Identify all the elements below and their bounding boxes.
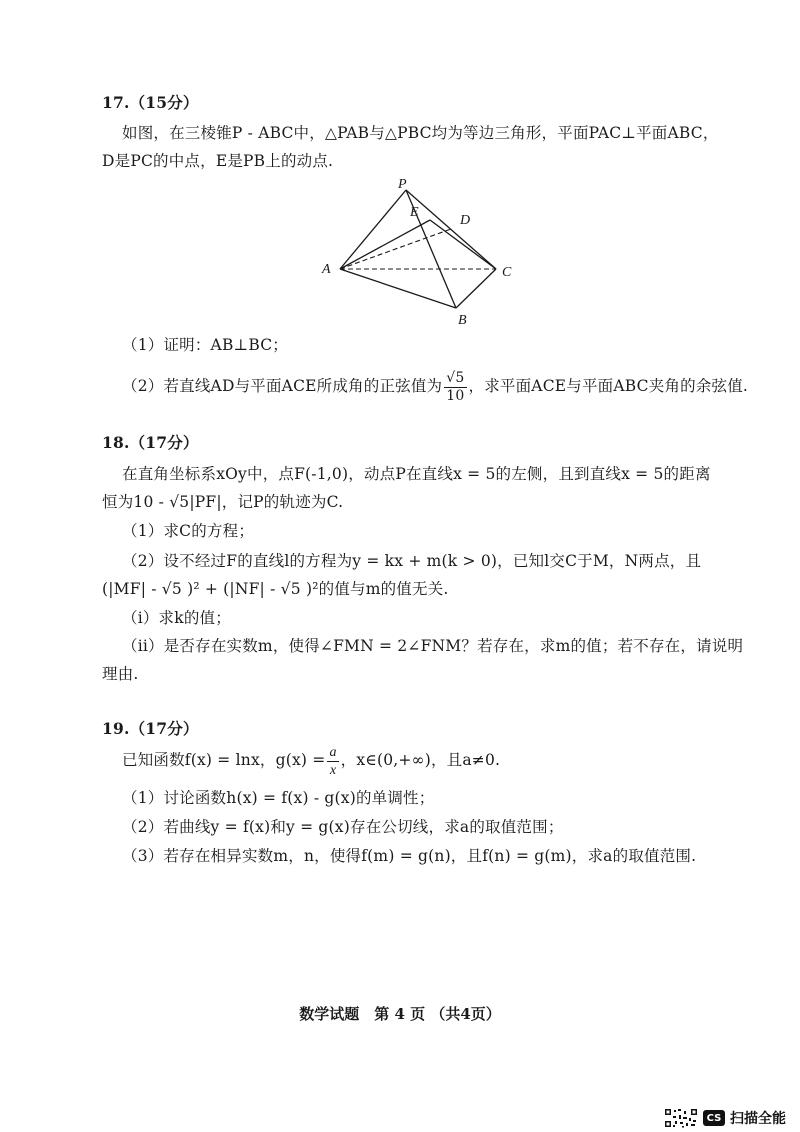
label-B: B <box>458 313 467 328</box>
q18-part2-line2: (|MF| - √5 )² + (|NF| - √5 )²的值与m的值无关. <box>102 580 449 598</box>
q19-part3: （3）若存在相异实数m，n，使得f(m) = g(n)，且f(n) = g(m)，求a的取值范围. <box>122 847 697 865</box>
q19-stem-after: ，x∈(0,+∞)，且a≠0. <box>340 751 501 769</box>
q19-part2: （2）若曲线y = f(x)和y = g(x)存在公切线，求a的取值范围； <box>122 818 564 836</box>
q19-title: 19.（17分） <box>102 719 199 738</box>
q18-part1: （1）求C的方程； <box>122 522 255 540</box>
q17-stem-line2: D是PC的中点，E是PB上的动点. <box>102 152 334 170</box>
q17-part2-after: ，求平面ACE与平面ABC夹角的余弦值. <box>468 377 749 395</box>
q17-title: 17.（15分） <box>102 93 199 112</box>
q19-stem-fraction <box>327 744 338 779</box>
q17-stem-line1: 如图，在三棱锥P - ABC中，△PAB与△PBC均为等边三角形，平面PAC⊥平面ABC， <box>122 124 719 142</box>
fraction-numerator: a <box>329 744 337 760</box>
scanner-watermark <box>664 1108 786 1128</box>
pyramid-figure <box>318 172 528 332</box>
q19-stem <box>122 742 500 779</box>
fraction-denominator: 10 <box>446 387 465 404</box>
qr-code-icon <box>664 1108 698 1128</box>
q19-stem-before: 已知函数f(x) = lnx，g(x) = <box>122 751 326 769</box>
q18-part2-line1: （2）设不经过F的直线l的方程为y = kx + m(k > 0)，已知l交C于M，N两点，且 <box>122 552 702 570</box>
scanner-app-name: 扫描全能 <box>730 1111 786 1127</box>
q18-sub-i: （i）求k的值； <box>122 609 231 627</box>
label-A: A <box>322 262 331 277</box>
q17-part2 <box>122 368 748 405</box>
edge-AB <box>340 269 456 308</box>
page-footer: 数学试题 第 4 页 （共4页） <box>299 1005 501 1023</box>
q17-part2-fraction <box>444 370 466 405</box>
edge-BC <box>456 269 496 308</box>
q17-part1: （1）证明：AB⊥BC； <box>122 336 288 354</box>
q18-title: 18.（17分） <box>102 433 199 452</box>
fraction-numerator: √5 <box>446 369 465 386</box>
q18-sub-ii-line2: 理由. <box>102 665 139 683</box>
q18-stem-line1: 在直角坐标系xOy中，点F(-1,0)，动点P在直线x = 5的左侧，且到直线x = 5的距离 <box>122 465 711 483</box>
fraction-denominator: x <box>329 762 337 778</box>
label-P: P <box>398 177 407 192</box>
label-C: C <box>502 265 512 280</box>
q18-stem-line2: 恒为10 - √5|PF|，记P的轨迹为C. <box>102 493 344 511</box>
q19-part1: （1）讨论函数h(x) = f(x) - g(x)的单调性； <box>122 789 435 807</box>
label-E: E <box>410 205 419 220</box>
q17-part2-before: （2）若直线AD与平面ACE所成角的正弦值为 <box>122 377 443 395</box>
label-D: D <box>460 213 471 228</box>
segment-AE <box>340 220 430 269</box>
cs-logo-icon: CS <box>703 1110 725 1126</box>
q18-sub-ii-line1: （ii）是否存在实数m，使得∠FMN = 2∠FNM？若存在，求m的值；若不存在，请说明 <box>122 637 744 655</box>
edge-PC <box>406 190 496 269</box>
